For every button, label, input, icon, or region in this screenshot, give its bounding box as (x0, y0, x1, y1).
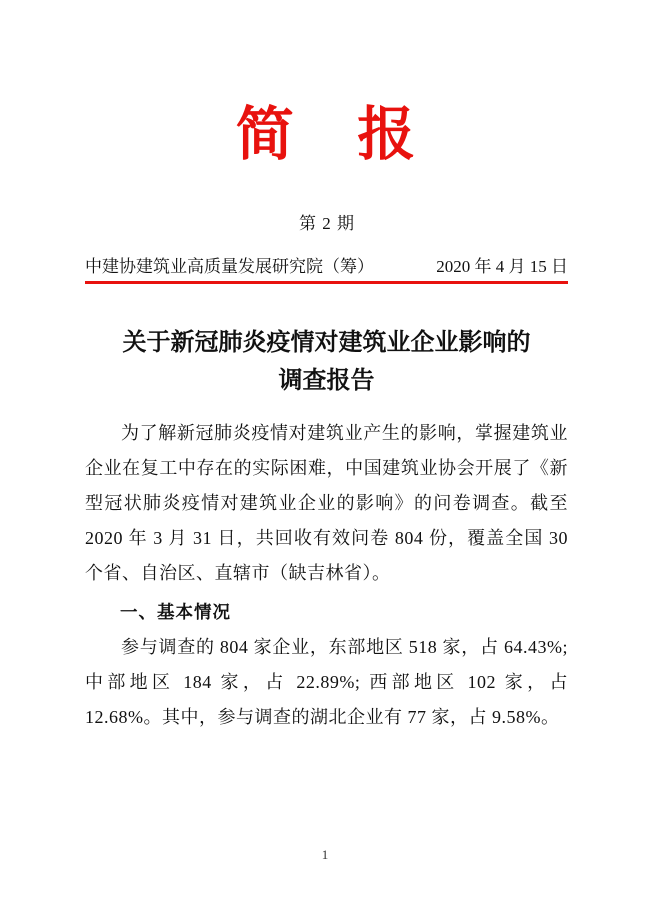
intro-paragraph: 为了解新冠肺炎疫情对建筑业产生的影响，掌握建筑业企业在复工中存在的实际困难，中国建筑业协会开展了《新型冠状肺炎疫情对建筑业企业的影响》的问卷调查。截至 2020 年 3 月 31 日，共回收有效问卷 804 份，覆盖全国 30 个省、自治区、直辖市（缺吉林省）。 (85, 423, 568, 583)
issue-date: 2020 年 4 月 15 日 (436, 257, 568, 276)
page-number: 1 (321, 847, 329, 862)
header-info-row (85, 256, 568, 278)
basic-info-paragraph: 参与调查的 804 家企业，东部地区 518 家，占 64.43%; 中部地区 184 家，占 22.89%; 西部地区 102 家，占 12.68%。其中，参与调查的湖北企业有 77 家，占 9.58%。 (85, 637, 568, 727)
document-title-line2: 调查报告 (278, 368, 375, 394)
document-title (85, 324, 568, 400)
masthead-title: 简 报 (235, 102, 418, 167)
org-name: 中建协建筑业高质量发展研究院（筹） (85, 257, 374, 276)
section-heading-basic-info: 一、基本情况 (120, 602, 231, 622)
issue-number: 第 2 期 (299, 214, 354, 233)
document-title-line1: 关于新冠肺炎疫情对建筑业企业影响的 (122, 330, 531, 356)
red-divider-rule (85, 281, 568, 284)
